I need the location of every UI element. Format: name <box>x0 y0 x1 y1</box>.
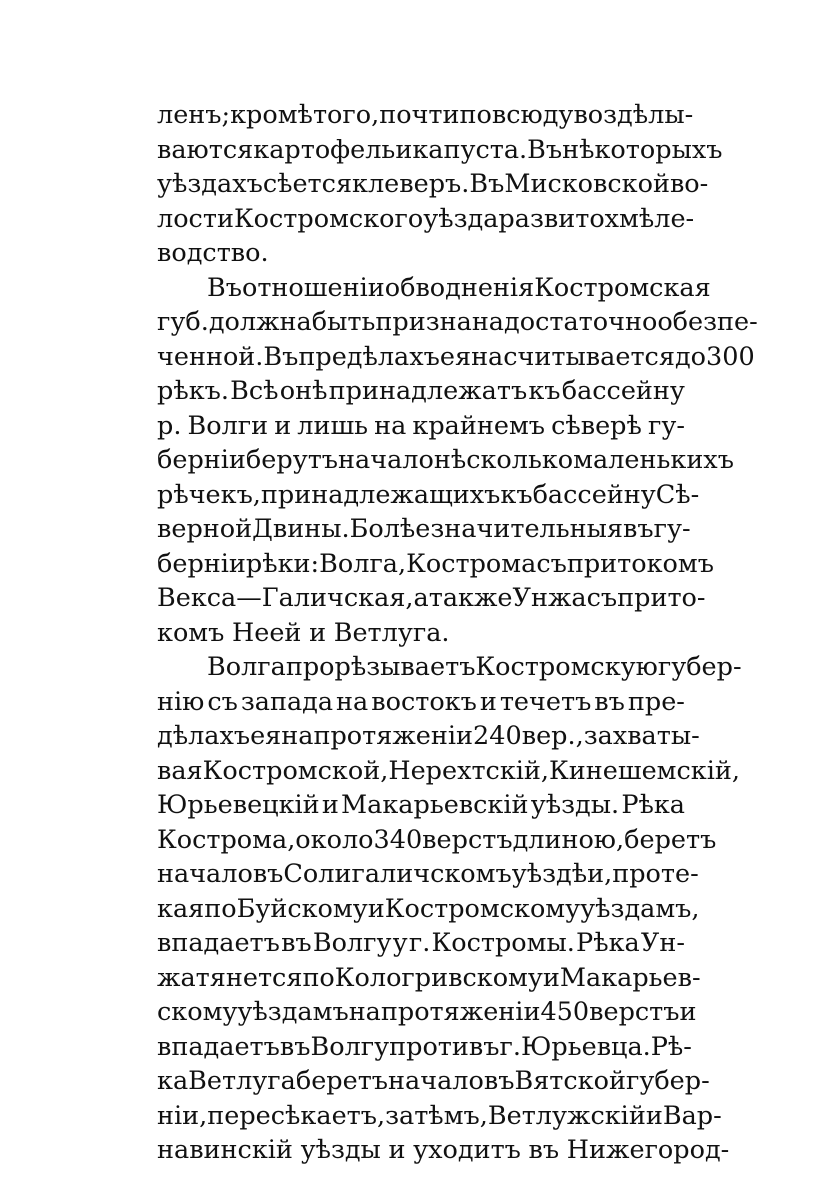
text-line: начало въ Солигаличскомъ уѣздѣ и, проте- <box>157 859 699 889</box>
text-line: ленъ; кромѣ того, почти повсюду воздѣлы- <box>157 100 694 130</box>
text-line: комъ Неей и Ветлуга. <box>157 617 450 648</box>
text-line: впадаетъ въ Волгу противъ г. Юрьевца. Рѣ- <box>157 1031 692 1062</box>
text-line: Юрьевецкій и Макарьевскій уѣзды. Рѣка <box>157 790 685 820</box>
text-line: нію съ запада на востокъ и течетъ въ пре- <box>157 686 685 717</box>
paragraph <box>157 98 723 271</box>
text-line: р. Волги и лишь на крайнемъ сѣверѣ гу- <box>157 410 685 441</box>
text-line: впадаетъ въ Волгу у г. Костромы. Рѣка Ун- <box>157 928 685 958</box>
text-line: жа тянется по Кологривскому и Макарьев- <box>157 962 701 993</box>
paragraph <box>157 650 742 1168</box>
text-line: лости Костромского уѣзда развито хмѣле- <box>157 203 695 234</box>
text-line: скому уѣздамъ на протяженіи 450 верстъ и <box>157 997 697 1027</box>
page-text <box>157 98 758 1168</box>
text-line: дѣлахъ ея на протяженіи 240 вер., захваты- <box>157 721 700 751</box>
text-line: берніи рѣки: Волга, Кострома съ притокомъ <box>157 548 714 579</box>
paragraph <box>157 271 758 651</box>
text-line: ніи, пересѣкаетъ, затѣмъ, Ветлужскій и Вар- <box>157 1100 722 1131</box>
text-line: навинскій уѣзды и уходитъ въ Нижегород- <box>157 1135 730 1165</box>
text-line: водство. <box>157 238 269 268</box>
text-line: ваются картофель и капуста. Въ нѣкоторыхъ <box>157 134 723 165</box>
text-line: Векса—Галичская, а также Унжа съ прито- <box>157 583 706 613</box>
text-line: губ. должна быть признана достаточно обезпе- <box>157 307 758 337</box>
text-line: ка Ветлуга беретъ начало въ Вятской губер- <box>157 1066 710 1096</box>
text-line: рѣчекъ, принадлежащихъ къ бассейну Сѣ- <box>157 479 700 510</box>
text-line: берніи берутъ начало нѣсколько маленькихъ <box>157 445 734 475</box>
text-line: Волга прорѣзываетъ Костромскую губер- <box>207 652 742 682</box>
text-line: верной Двины. Болѣе значительныя въ гу- <box>157 514 691 544</box>
text-line: Кострома, около 340 верстъ длиною, беретъ <box>157 824 717 855</box>
text-line: вая Костромской, Нерехтскій, Кинешемскій, <box>157 755 740 786</box>
text-line: уѣздахъ сѣется клеверъ. Въ Мисковской во- <box>157 169 709 199</box>
text-line: ченной. Въ предѣлахъ ея насчитывается до 300 <box>157 341 755 372</box>
text-line: Въ отношеніи обводненія Костромская <box>207 272 711 303</box>
text-line: кая по Буйскому и Костромскому уѣздамъ, <box>157 893 700 924</box>
text-line: рѣкъ. Всѣ онѣ принадлежатъ къ бассейну <box>157 376 685 406</box>
